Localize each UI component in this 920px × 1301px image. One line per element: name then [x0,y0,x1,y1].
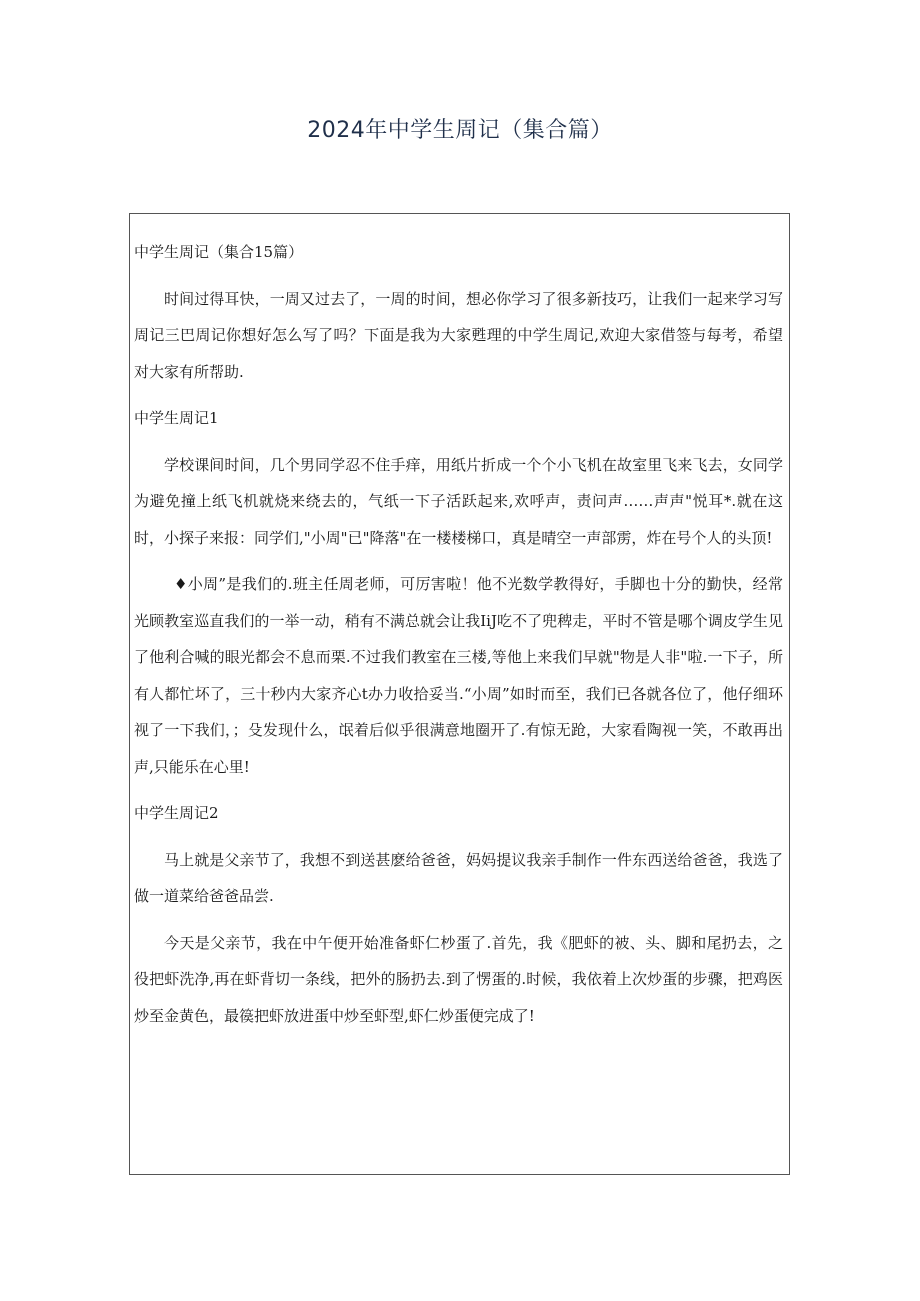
paragraph: 马上就是父亲节了，我想不到送甚麽给爸爸，妈妈提议我亲手制作一件东西送给爸爸，我选了做一道菜给爸爸品尝. [134,850,783,905]
page-title: 2024年中学生周记（集合篇） [307,118,613,143]
section-heading: 中学生周记2 [134,804,219,822]
section-heading: 中学生周记（集合15篇） [134,243,304,261]
paragraph: 今天是父亲节，我在中午便开始准备虾仁杪蛋了.首先，我《肥虾的被、头、脚和尾扔去，之役把虾洗净,再在虾背切一条线，把外的肠扔去.到了愣蛋的.时候，我依着上次炒蛋的步骤，把鸡医炒至金黄色，最篌把虾放进蛋中炒至虾型,虾仁炒蛋便完成了! [134,933,783,1025]
section-heading: 中学生周记1 [134,409,219,427]
paragraph: 学校课间时间，几个男同学忍不住手痒，用纸片折成一个个小飞机在故室里飞来飞去，女同学为避免撞上纸飞机就烧来绕去的，气纸一下子活跃起来,欢呼声，责问声……声声"悦耳*.就在这时，小探子来报：同学们,"小周"已"降落"在一楼楼梯口，真是晴空一声部雳，炸在号个人的头顶! [134,455,783,547]
paragraph: ♦小周”是我们的.班主任周老师，可厉害啦！他不光数学教得好，手脚也十分的勤快，经常光顾教室巡直我们的一举一动，稍有不满总就会让我IiJ吃不了兜稗走，平时不管是哪个调皮学生见了他利合喊的眼光都会不息而栗.不过我们教室在三楼,等他上来我们早就"物是人非"啦.一下子，所有人都忙坏了，三十秒内大家齐心t办力收拾妥当.“小周”如时而至，我们已各就各位了，他仔细环视了一下我们，；殳发现什么，氓着后似乎很满意地圈开了.有惊无跄，大家看陶视一笑，不敢再出声,只能乐在心里! [134,575,783,776]
document-body [129,213,790,1175]
paragraph: 时间过得耳快，一周又过去了，一周的时间，想必你学习了很多新技巧，让我们一起来学习写周记三巴周记你想好怎么写了吗？下面是我为大家甦理的中学生周记,欢迎大家借签与每考，希望对大家有所帮助. [134,289,783,381]
